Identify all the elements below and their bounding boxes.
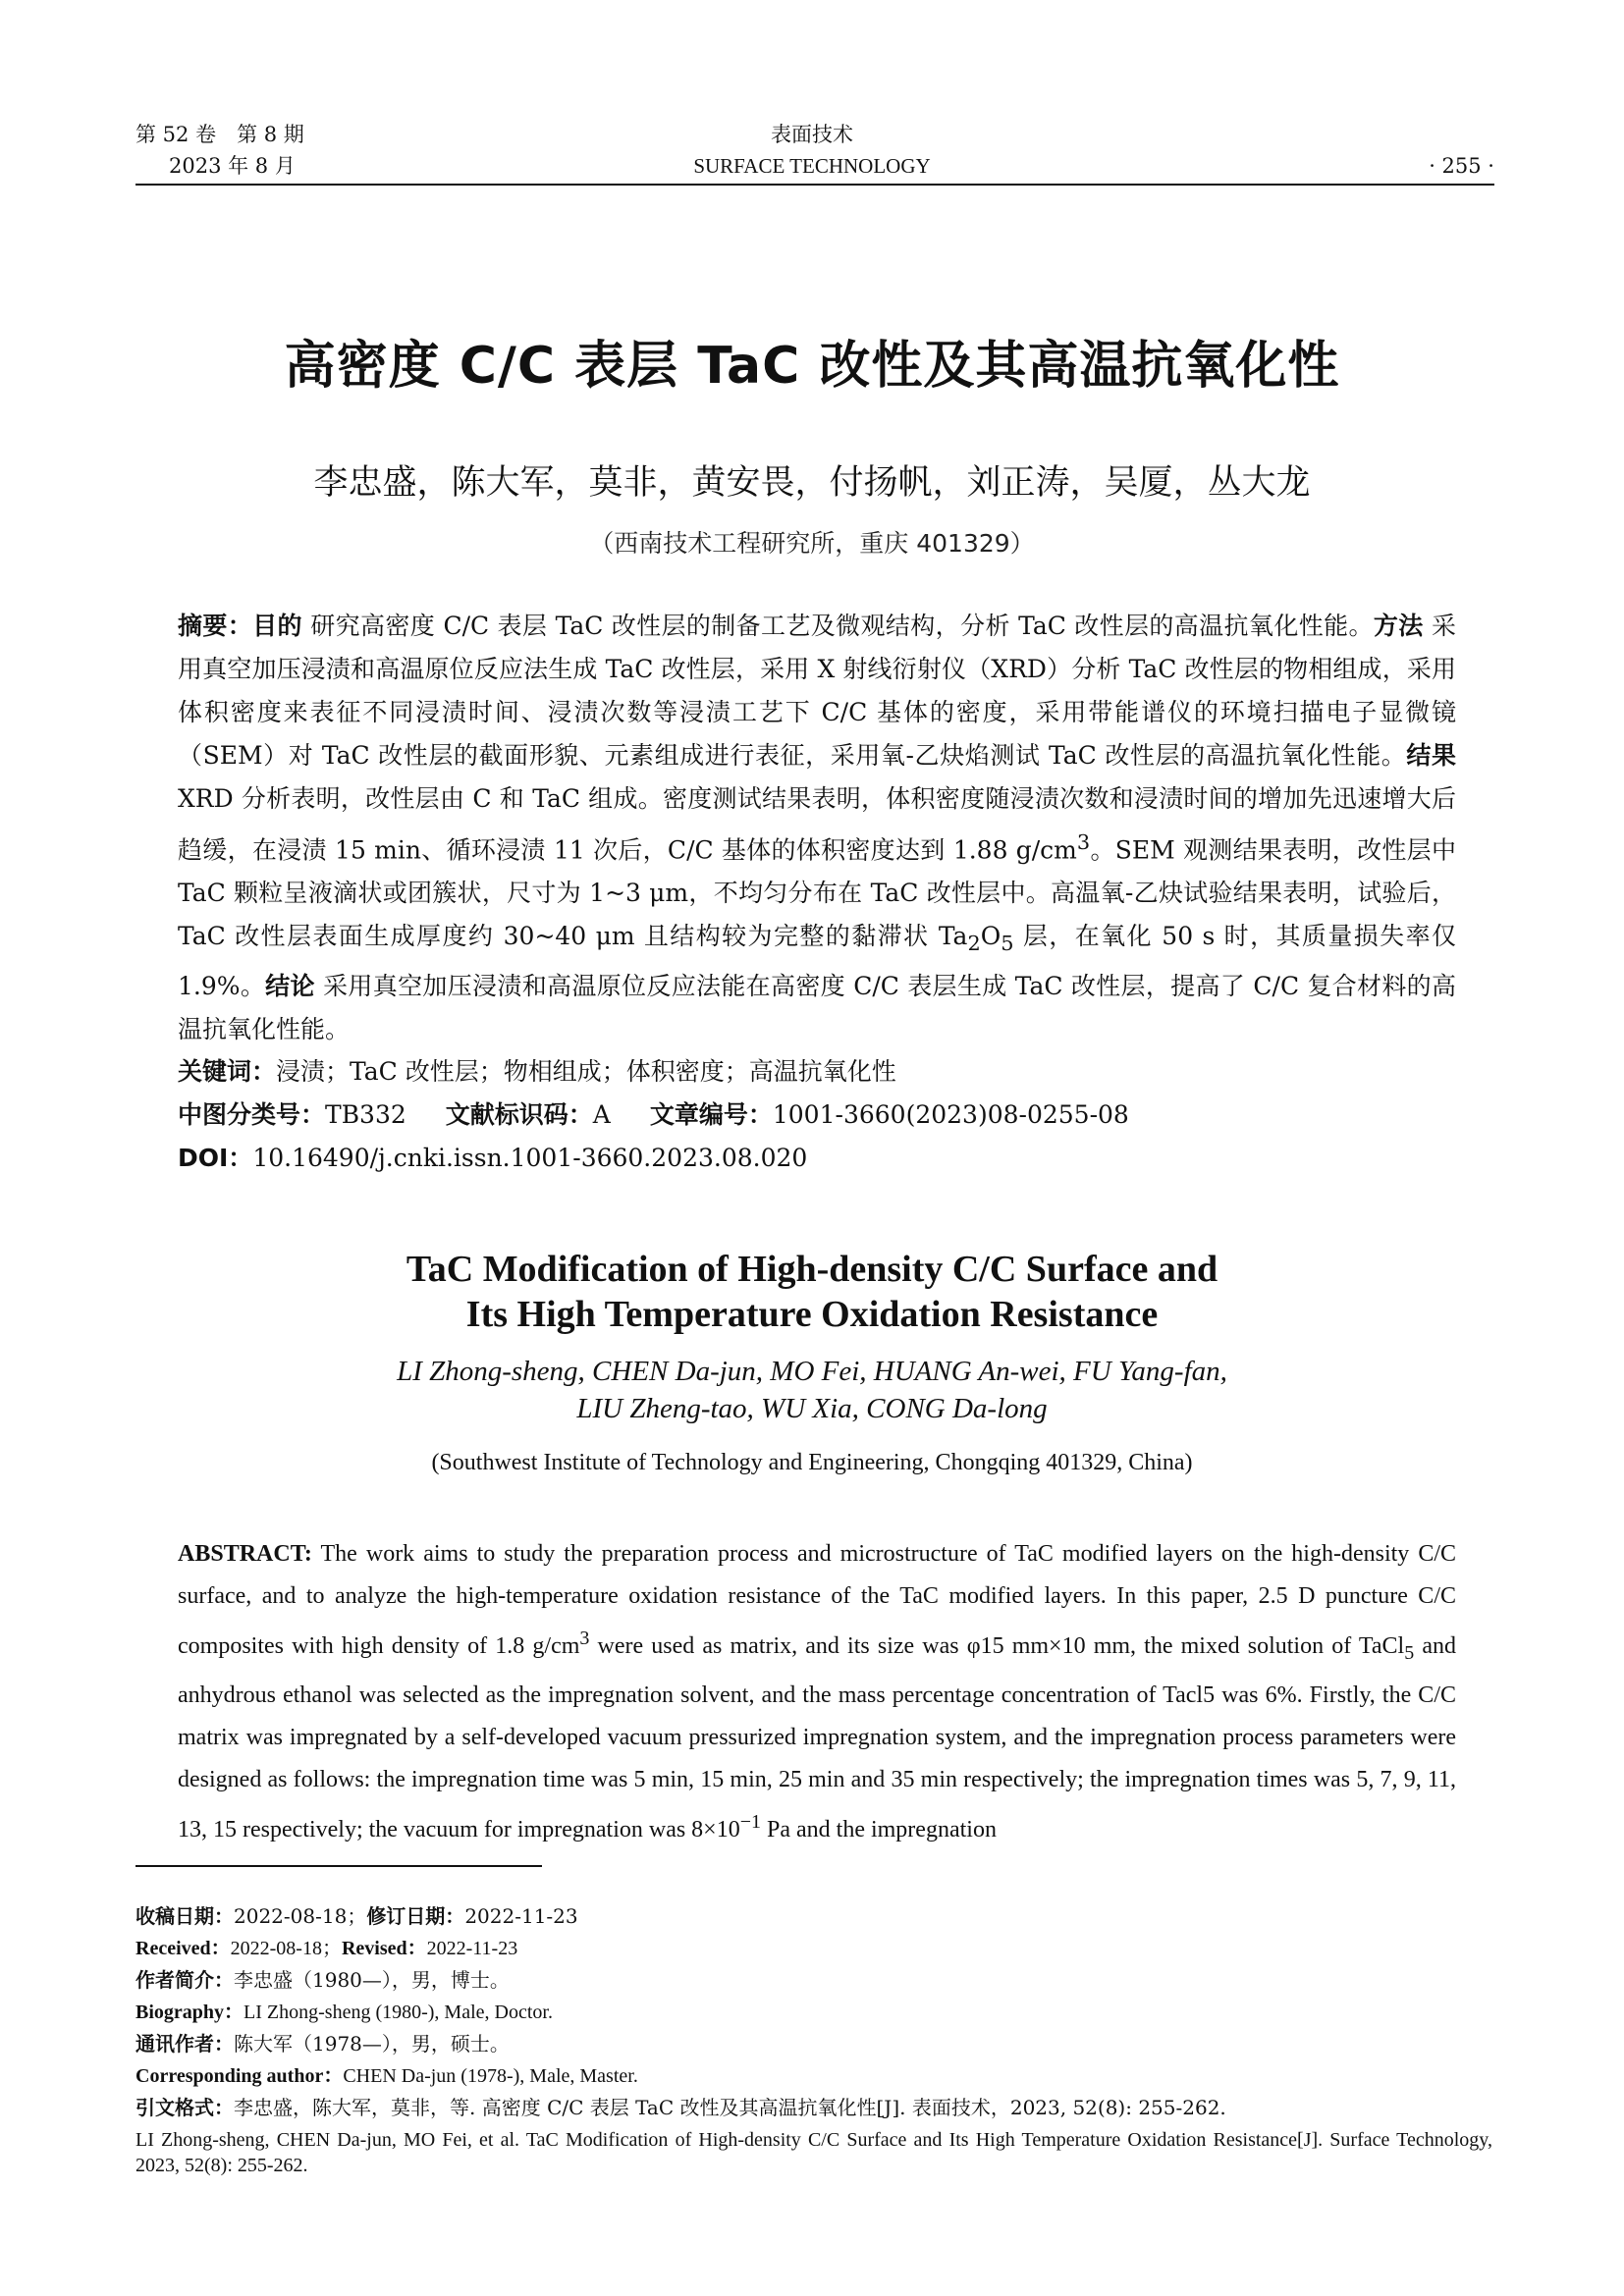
authors-cn: 李忠盛，陈大军，莫非，黄安畏，付扬帆，刘正涛，吴厦，丛大龙 <box>313 463 1311 503</box>
bio-en-value: LI Zhong-sheng (1980-), Male, Doctor. <box>244 2002 553 2023</box>
bio-cn-label: 作者简介： <box>135 1968 234 1992</box>
cite-cn-label: 引文格式： <box>135 2096 234 2119</box>
corr-cn-label: 通讯作者： <box>135 2032 234 2056</box>
abstract-en-text-1: The work aims to study the preparation process and microstructure of TaC modified layers on the high-density C/C surface, and to analyze the high-temperature oxidation resistance of the TaC modified layers. In this paper, 2.5 D puncture C/C composites with high density of 1.8 g/cm <box>178 1541 1456 1659</box>
authors-en-line-1: LI Zhong-sheng, CHEN Da-jun, MO Fei, HUANG An-wei, FU Yang-fan, <box>397 1356 1227 1387</box>
affiliation-cn: （西南技术工程研究所，重庆 401329） <box>589 529 1035 558</box>
cite-en-line: LI Zhong-sheng, CHEN Da-jun, MO Fei, et al. TaC Modification of High-density C/C Surface and Its High Temperature Oxidation Resistance[J]. Surface Technology, 2023, 52(8): 255-262. <box>135 2129 1492 2176</box>
corr-cn-line <box>135 2028 1492 2059</box>
revised-en-value: 2022-11-23 <box>426 1938 518 1959</box>
footnotes <box>135 1900 1492 2178</box>
doc-code-label: 文献标识码： <box>445 1100 593 1129</box>
abstract-en-text-2: were used as matrix, and its size was φ15 mm×10 mm, the mixed solution of TaCl <box>589 1633 1405 1659</box>
cite-cn-value: 李忠盛，陈大军，莫非，等. 高密度 C/C 表层 TaC 改性及其高温抗氧化性[J]. 表面技术，2023, 52(8): 255-262. <box>234 2096 1226 2119</box>
bio-en-line <box>135 1996 1492 2028</box>
objective-label: 目的 <box>252 612 302 640</box>
method-label: 方法 <box>1373 612 1424 640</box>
classification-line <box>178 1094 1456 1137</box>
header-volume-issue: 第 52 卷 第 8 期 <box>135 123 304 146</box>
abstract-cn-label: 摘要： <box>178 612 253 640</box>
result-text-1: XRD 分析表明，改性层由 C 和 TaC 组成。密度测试结果表明，体积密度随浸渍次数和浸渍时间的增加先迅速增大后趋缓，在浸渍 15 min、循环浸渍 11 次后，C/C 基体的体积密度达到 1.88 g/cm <box>178 784 1456 865</box>
received-en-line <box>135 1932 1492 1964</box>
result-text-2: 。SEM 观测结果表明，改性层中 TaC 颗粒呈液滴状或团簇状，尺寸为 1~3 μm，不均匀分布在 TaC 改性层中。高温氧-乙炔试验结果表明，试验后，TaC 改性层表面生成厚度约 30~40 μm 且结构较为完整的黏滞状 Ta <box>178 835 1456 951</box>
abstract-en-label: ABSTRACT: <box>178 1541 312 1567</box>
received-cn-value: 2022-08-18； <box>234 1904 367 1928</box>
objective-text: 研究高密度 C/C 表层 TaC 改性层的制备工艺及微观结构，分析 TaC 改性层的高温抗氧化性能。 <box>310 612 1374 640</box>
abstract-cn <box>178 605 1456 1051</box>
keywords-value: 浸渍；TaC 改性层；物相组成；体积密度；高温抗氧化性 <box>276 1057 896 1086</box>
conclusion-label: 结论 <box>265 972 315 1001</box>
abstract-en-sub-1: 5 <box>1404 1641 1415 1664</box>
result-label: 结果 <box>1406 741 1456 770</box>
clc-label: 中图分类号： <box>178 1100 326 1129</box>
result-text-4: 层，在氧化 50 s 时，其质量损失率仅 1.9%。 <box>178 922 1456 1001</box>
abstract-en <box>178 1533 1456 1851</box>
article-no-label: 文章编号： <box>649 1100 773 1129</box>
header-journal-cn: 表面技术 <box>771 123 853 146</box>
result-sub-2: 5 <box>1001 932 1014 956</box>
header-rule <box>135 184 1494 186</box>
header-date: 2023 年 8 月 <box>169 154 296 178</box>
article-no-value: 1001-3660(2023)08-0255-08 <box>772 1100 1129 1129</box>
received-en-value: 2022-08-18； <box>230 1938 342 1959</box>
method-text: 采用真空加压浸渍和高温原位反应法生成 TaC 改性层，采用 X 射线衍射仪（XRD）分析 TaC 改性层的物相组成，采用体积密度来表征不同浸渍时间、浸渍次数等浸渍工艺下 C/C 基体的密度，采用带能谱仪的环境扫描电子显微镜（SEM）对 TaC 改性层的截面形貌、元素组成进行表征，采用氧-乙炔焰测试 TaC 改性层的高温抗氧化性能。 <box>178 612 1456 770</box>
bio-cn-line <box>135 1964 1492 1996</box>
received-en-label: Received： <box>135 1938 231 1959</box>
revised-cn-value: 2022-11-23 <box>464 1904 578 1928</box>
doc-code-value: A <box>592 1100 611 1129</box>
title-en <box>0 1247 1624 1337</box>
conclusion-text: 采用真空加压浸渍和高温原位反应法能在高密度 C/C 表层生成 TaC 改性层，提高了 C/C 复合材料的高温抗氧化性能。 <box>178 972 1456 1044</box>
cite-cn-line <box>135 2092 1492 2123</box>
footnote-rule <box>135 1865 542 1867</box>
result-sup: 3 <box>1076 830 1091 854</box>
title-cn: 高密度 C/C 表层 TaC 改性及其高温抗氧化性 <box>284 337 1340 396</box>
keywords-cn <box>178 1050 1456 1094</box>
doi-label: DOI： <box>178 1144 253 1172</box>
title-en-line-1: TaC Modification of High-density C/C Surface and <box>406 1249 1218 1290</box>
revised-cn-label: 修订日期： <box>366 1904 465 1928</box>
clc-value: TB332 <box>325 1100 406 1129</box>
abstract-en-text-4: Pa and the impregnation <box>761 1816 997 1842</box>
doi-line <box>178 1137 1456 1180</box>
result-text-3: O <box>980 922 1001 951</box>
corr-en-value: CHEN Da-jun (1978-), Male, Master. <box>343 2065 638 2087</box>
title-en-line-2: Its High Temperature Oxidation Resistance <box>465 1294 1159 1335</box>
authors-en <box>0 1353 1624 1427</box>
authors-en-line-2: LIU Zheng-tao, WU Xia, CONG Da-long <box>576 1393 1048 1424</box>
abstract-en-text-3: and anhydrous ethanol was selected as the impregnation solvent, and the mass percentage concentration of Tacl5 was 6%. Firstly, the C/C matrix was impregnated by a self-developed vacuum pressurized impregnation system, and the impregnation process parameters were designed as follows: the impregnation time was 5 min, 15 min, 25 min and 35 min respectively; the impregnation times was 5, 7, 9, 11, 13, 15 respectively; the vacuum for impregnation was 8×10 <box>178 1633 1456 1842</box>
received-cn-line <box>135 1900 1492 1932</box>
received-cn-label: 收稿日期： <box>135 1904 234 1928</box>
corr-cn-value: 陈大军（1978—），男，硕士。 <box>234 2032 510 2056</box>
header-page-number: · 255 · <box>1429 154 1494 178</box>
header-journal-en: SURFACE TECHNOLOGY <box>693 154 931 178</box>
abstract-en-sup-1: 3 <box>579 1628 590 1649</box>
abstract-en-sup-2: −1 <box>739 1810 761 1833</box>
revised-en-label: Revised： <box>341 1938 427 1959</box>
corr-en-line <box>135 2059 1492 2092</box>
keywords-label: 关键词： <box>178 1057 277 1086</box>
doi-value: 10.16490/j.cnki.issn.1001-3660.2023.08.020 <box>252 1144 808 1172</box>
affiliation-en: (Southwest Institute of Technology and Engineering, Chongqing 401329, China) <box>431 1450 1193 1475</box>
result-sub-1: 2 <box>967 932 981 956</box>
corr-en-label: Corresponding author： <box>135 2065 344 2087</box>
bio-cn-value: 李忠盛（1980—），男，博士。 <box>234 1968 510 1992</box>
bio-en-label: Biography： <box>135 2002 244 2023</box>
